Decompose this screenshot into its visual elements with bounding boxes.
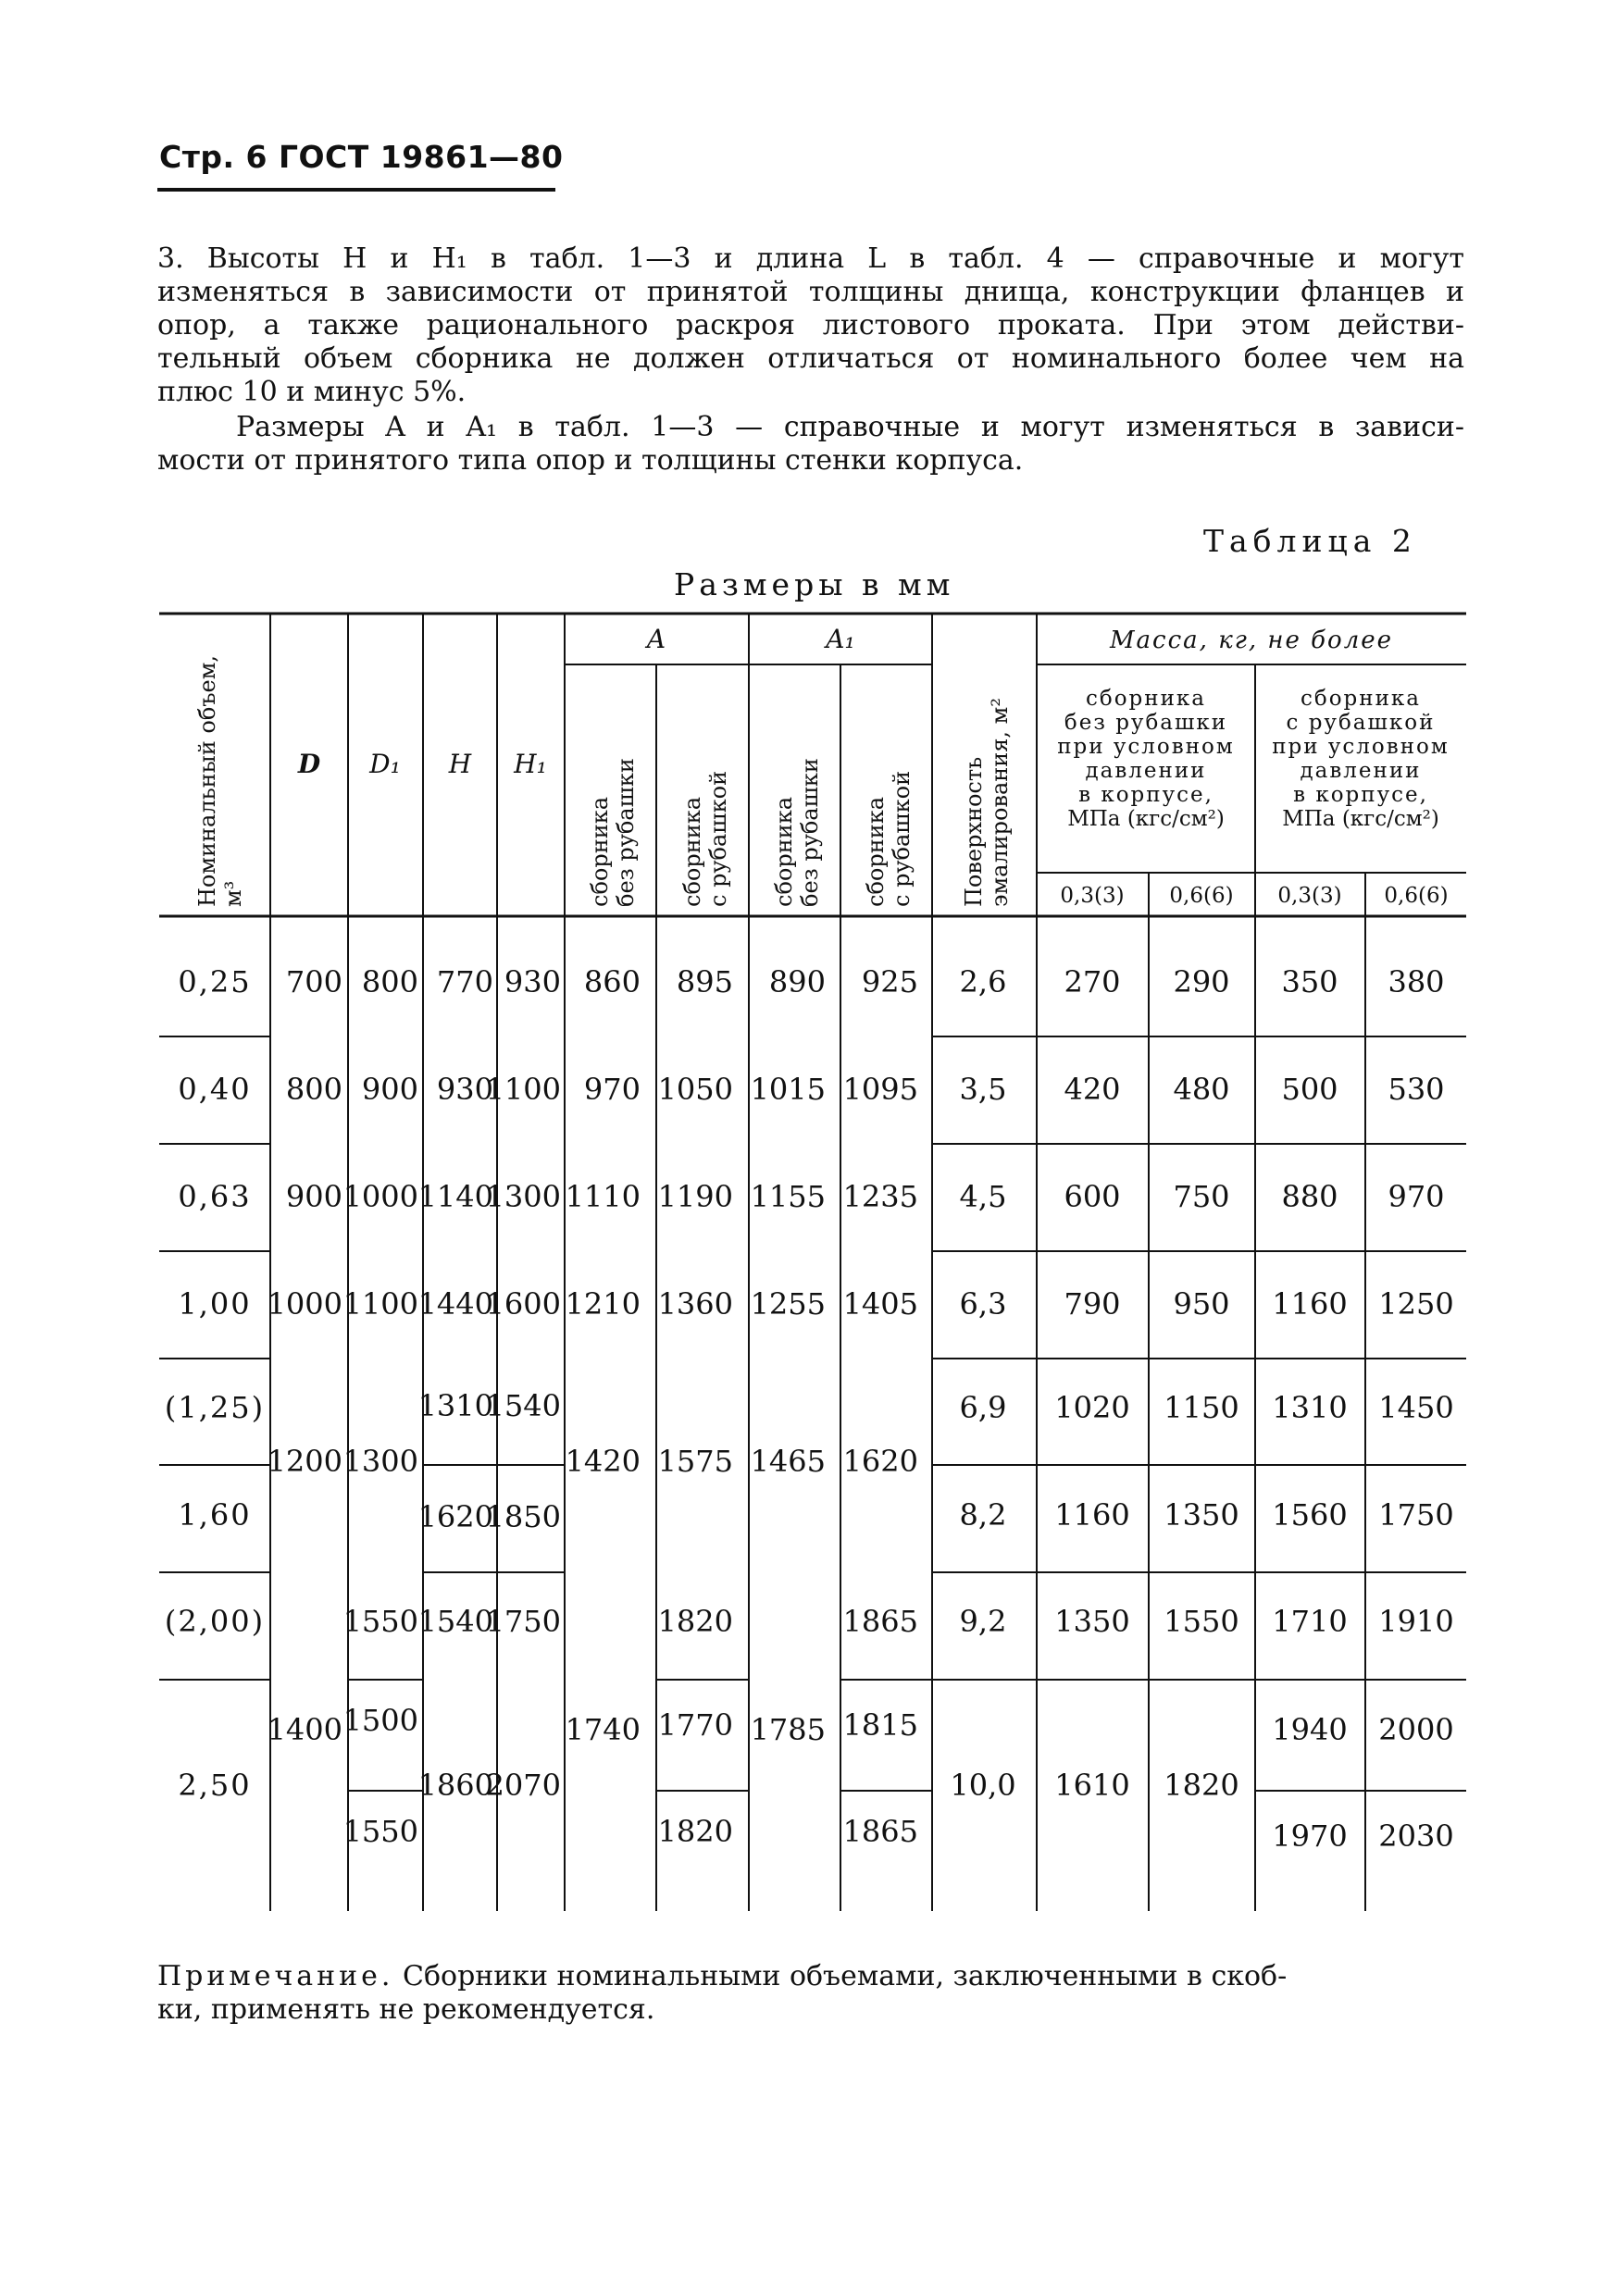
cell-H: 770 <box>436 964 493 999</box>
standard-number: ГОСТ 19861—80 <box>278 139 564 175</box>
cell-surface: 6,3 <box>959 1286 1007 1322</box>
cell-H: 1140 <box>417 1179 493 1214</box>
cell-A1_j: 1865 <box>842 1604 918 1639</box>
cell-H1: 1600 <box>485 1286 561 1322</box>
cell-A_j: 1820 <box>657 1814 733 1849</box>
cell-m3: 500 <box>1281 1072 1338 1107</box>
cell-m1: 1350 <box>1054 1604 1130 1639</box>
cell-D1: 1000 <box>342 1179 418 1214</box>
paragraph-dimensions <box>236 411 1464 444</box>
cell-m2: 1350 <box>1164 1497 1239 1533</box>
cell-H1: 1540 <box>485 1388 561 1423</box>
A-jacket-header: с рубашкой <box>705 770 731 907</box>
cell-m1: 600 <box>1064 1179 1121 1214</box>
cell-m2: 1820 <box>1164 1768 1239 1803</box>
cell-H: 1440 <box>417 1286 493 1322</box>
cell-m1: 1020 <box>1054 1390 1130 1425</box>
cell-m2: 950 <box>1173 1286 1230 1322</box>
cell-A1_nj: 1015 <box>750 1072 826 1107</box>
cell-D: 1200 <box>267 1444 342 1479</box>
volume-unit: м³ <box>220 880 246 907</box>
cell-H1: 1750 <box>485 1604 561 1639</box>
cell-A1_j: 925 <box>861 964 918 999</box>
cell-A1_j: 1405 <box>842 1286 918 1322</box>
cell-m3: 1160 <box>1272 1286 1348 1322</box>
cell-m4: 2030 <box>1378 1818 1454 1854</box>
cell-m3: 1310 <box>1272 1390 1348 1425</box>
cell-m3: 880 <box>1281 1179 1338 1214</box>
cell-surface: 4,5 <box>959 1179 1007 1214</box>
table-note <box>157 1960 1464 2027</box>
cell-A_j: 1190 <box>657 1179 733 1214</box>
table-units: Размеры в мм <box>674 566 955 602</box>
cell-m1: 1160 <box>1054 1497 1130 1533</box>
cell-volume: 0,40 <box>178 1072 252 1107</box>
cell-A1_nj: 1155 <box>750 1179 826 1214</box>
page-number: Стр. 6 <box>159 139 268 175</box>
data-table <box>159 611 1466 1925</box>
mass-no-jacket-header: МПа (кгс/см²) <box>1067 807 1225 831</box>
cell-H: 1620 <box>417 1499 493 1534</box>
cell-volume: (1,25) <box>164 1390 266 1425</box>
text-line: 3. Высоты H и H₁ в табл. 1—3 и длина L в табл. 4 — справочные и могут <box>157 242 1464 275</box>
cell-H: 1310 <box>417 1388 493 1423</box>
cell-H1: 1850 <box>485 1499 561 1534</box>
mass-no-jacket-header: при условном <box>1057 735 1235 759</box>
A1-jacket-header: сборника <box>863 796 889 907</box>
text-line: плюс 10 и минус 5%. <box>157 376 467 408</box>
cell-A1_nj: 1785 <box>750 1712 826 1747</box>
A1-no-jacket-header: сборника <box>771 796 797 907</box>
note-text: Сборники номинальными объемами, заключенными в скоб- <box>393 1960 1288 1992</box>
cell-m2: 1150 <box>1164 1390 1239 1425</box>
cell-H1: 1300 <box>485 1179 561 1214</box>
cell-m3: 1560 <box>1272 1497 1348 1533</box>
note-label: Примечание. <box>157 1960 394 1992</box>
col-H1-header: H₁ <box>514 749 547 779</box>
cell-volume: 0,25 <box>178 964 252 999</box>
cell-D1: 1500 <box>342 1703 418 1738</box>
pressure-header: 0,6(6) <box>1169 884 1234 908</box>
paragraph-dimensions-cont <box>157 444 1464 478</box>
cell-volume: 2,50 <box>178 1768 252 1803</box>
cell-m1: 420 <box>1064 1072 1121 1107</box>
cell-A_j: 1575 <box>657 1444 733 1479</box>
cell-D: 1400 <box>267 1712 342 1747</box>
cell-m4: 1450 <box>1378 1390 1454 1425</box>
mass-header: Масса, кг, не более <box>1109 627 1394 654</box>
cell-m4: 380 <box>1388 964 1445 999</box>
mass-no-jacket-header: сборника <box>1085 687 1207 711</box>
cell-A_j: 895 <box>676 964 733 999</box>
cell-surface: 3,5 <box>959 1072 1007 1107</box>
cell-volume: 1,60 <box>178 1497 252 1533</box>
mass-jacket-header: с рубашкой <box>1286 711 1436 735</box>
cell-volume: 0,63 <box>178 1179 252 1214</box>
mass-jacket-header: сборника <box>1300 687 1422 711</box>
cell-D: 900 <box>285 1179 342 1214</box>
text-line: тельный объем сборника не должен отличаться от номинального более чем на <box>157 342 1464 375</box>
cell-m3: 1940 <box>1272 1712 1348 1747</box>
cell-m2: 750 <box>1173 1179 1230 1214</box>
col-A-header: A <box>646 624 666 654</box>
cell-A_nj: 1110 <box>565 1179 641 1214</box>
cell-A1_j: 1235 <box>842 1179 918 1214</box>
pressure-header: 0,3(3) <box>1060 884 1125 908</box>
header-rule <box>157 188 555 192</box>
cell-m3: 350 <box>1281 964 1338 999</box>
cell-H: 930 <box>436 1072 493 1107</box>
text-line: мости от принятого типа опор и толщины стенки корпуса. <box>157 444 1024 477</box>
cell-m4: 970 <box>1388 1179 1445 1214</box>
cell-A_j: 1770 <box>657 1707 733 1743</box>
mass-no-jacket-header: в корпусе, <box>1078 783 1214 807</box>
A1-no-jacket-header: без рубашки <box>797 758 823 907</box>
surface-header: эмалирования, м² <box>987 698 1013 907</box>
cell-m4: 2000 <box>1378 1712 1454 1747</box>
cell-A1_j: 1865 <box>842 1814 918 1849</box>
cell-H1: 930 <box>504 964 561 999</box>
cell-D1: 800 <box>361 964 418 999</box>
cell-D1: 900 <box>361 1072 418 1107</box>
text-line: опор, а также рационального раскроя листового проката. При этом действи- <box>157 309 1464 341</box>
cell-A1_nj: 1465 <box>750 1444 826 1479</box>
cell-m4: 1250 <box>1378 1286 1454 1322</box>
cell-m2: 290 <box>1173 964 1230 999</box>
cell-m4: 530 <box>1388 1072 1445 1107</box>
mass-no-jacket-header: без рубашки <box>1064 711 1228 735</box>
cell-volume: 1,00 <box>178 1286 252 1322</box>
cell-A_nj: 1210 <box>565 1286 641 1322</box>
col-D1-header: D₁ <box>369 749 401 779</box>
cell-D1: 1550 <box>342 1814 418 1849</box>
note-text: ки, применять не рекомендуется. <box>157 1993 655 2026</box>
text-line: изменяться в зависимости от принятой толщины днища, конструкции фланцев и <box>157 276 1464 308</box>
cell-m3: 1710 <box>1272 1604 1348 1639</box>
pressure-header: 0,6(6) <box>1384 884 1449 908</box>
cell-surface: 8,2 <box>959 1497 1007 1533</box>
A-jacket-header: сборника <box>679 796 705 907</box>
text-line: Размеры A и A₁ в табл. 1—3 — справочные и могут изменяться в зависи- <box>236 411 1464 443</box>
cell-D1: 1100 <box>342 1286 418 1322</box>
cell-D1: 1300 <box>342 1444 418 1479</box>
cell-m2: 1550 <box>1164 1604 1239 1639</box>
pressure-header: 0,3(3) <box>1277 884 1342 908</box>
A-no-jacket-header: без рубашки <box>613 758 639 907</box>
cell-A_nj: 970 <box>583 1072 641 1107</box>
col-A1-header: A₁ <box>826 624 855 654</box>
cell-A_j: 1050 <box>657 1072 733 1107</box>
cell-m2: 480 <box>1173 1072 1230 1107</box>
cell-m3: 1970 <box>1272 1818 1348 1854</box>
mass-jacket-header: при условном <box>1272 735 1450 759</box>
cell-H1: 2070 <box>485 1768 561 1803</box>
mass-no-jacket-header: давлении <box>1085 759 1207 783</box>
cell-A1_nj: 890 <box>768 964 826 999</box>
cell-m4: 1750 <box>1378 1497 1454 1533</box>
cell-A_nj: 1420 <box>565 1444 641 1479</box>
cell-A1_nj: 1255 <box>750 1286 826 1322</box>
page-header <box>159 139 563 175</box>
cell-m4: 1910 <box>1378 1604 1454 1639</box>
cell-m1: 1610 <box>1054 1768 1130 1803</box>
cell-H1: 1100 <box>485 1072 561 1107</box>
cell-D: 800 <box>285 1072 342 1107</box>
cell-A_j: 1820 <box>657 1604 733 1639</box>
cell-m1: 270 <box>1064 964 1121 999</box>
cell-A1_j: 1620 <box>842 1444 918 1479</box>
A1-jacket-header: с рубашкой <box>889 770 915 907</box>
mass-jacket-header: МПа (кгс/см²) <box>1282 807 1439 831</box>
mass-jacket-header: давлении <box>1300 759 1422 783</box>
cell-surface: 6,9 <box>959 1390 1007 1425</box>
cell-volume: (2,00) <box>164 1604 266 1639</box>
cell-surface: 10,0 <box>950 1768 1016 1803</box>
mass-jacket-header: в корпусе, <box>1293 783 1428 807</box>
cell-D: 700 <box>285 964 342 999</box>
cell-surface: 2,6 <box>959 964 1007 999</box>
table-title: Таблица 2 <box>1203 523 1417 559</box>
cell-D: 1000 <box>267 1286 342 1322</box>
cell-H: 1860 <box>417 1768 493 1803</box>
paragraph-3 <box>157 242 1464 409</box>
cell-A1_j: 1815 <box>842 1707 918 1743</box>
volume-header: Номинальный объем, <box>194 654 220 907</box>
cell-A_j: 1360 <box>657 1286 733 1322</box>
cell-D1: 1550 <box>342 1604 418 1639</box>
cell-A_nj: 860 <box>583 964 641 999</box>
cell-surface: 9,2 <box>959 1604 1007 1639</box>
cell-A_nj: 1740 <box>565 1712 641 1747</box>
surface-header: Поверхность <box>961 756 987 907</box>
col-H-header: H <box>448 749 472 779</box>
A-no-jacket-header: сборника <box>587 796 613 907</box>
col-D-header: D <box>297 749 321 779</box>
cell-H: 1540 <box>417 1604 493 1639</box>
cell-A1_j: 1095 <box>842 1072 918 1107</box>
cell-m1: 790 <box>1064 1286 1121 1322</box>
